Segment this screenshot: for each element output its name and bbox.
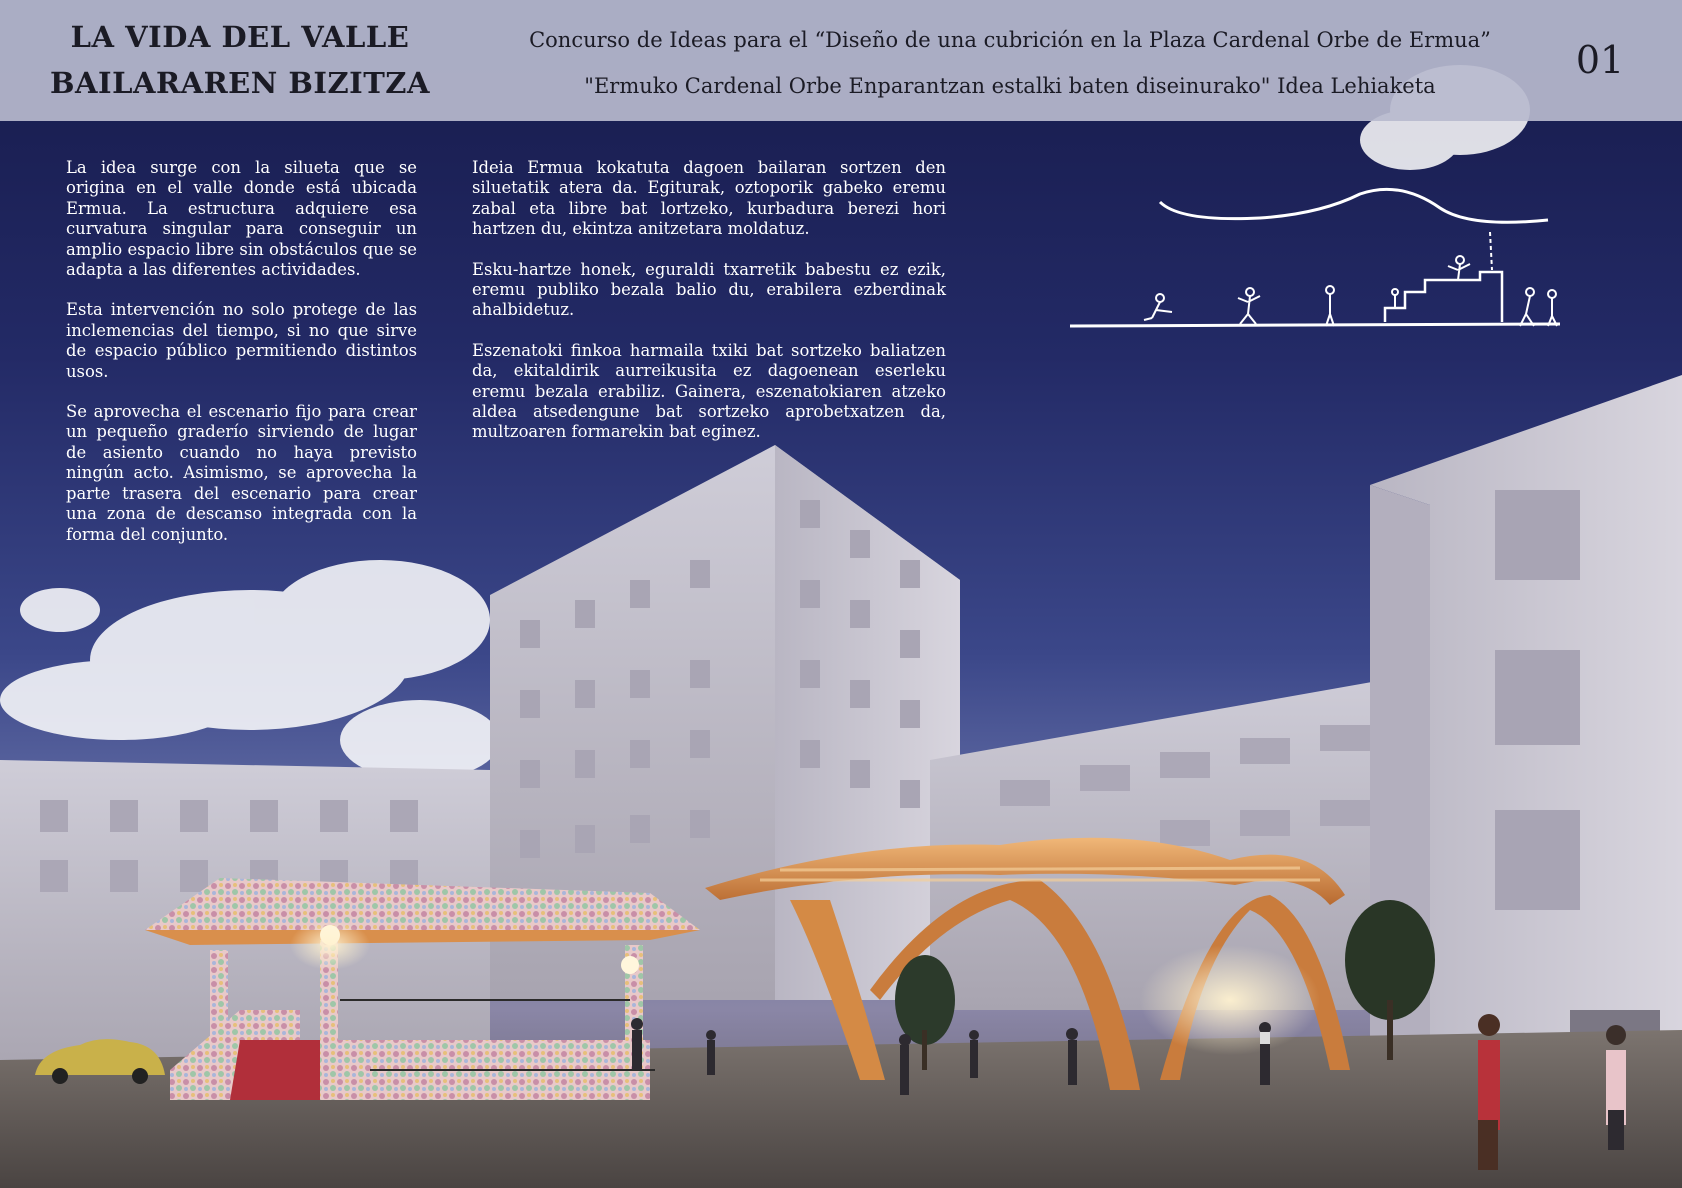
right-building — [1370, 375, 1682, 1130]
paragraph-es-1: La idea surge con la silueta que se origina en el valle donde está ubicada Ermua. La estructura adquiere esa curvatura singular para conseguir un amplio espacio libre sin obstáculos que se adapta a las diferentes actividades. — [66, 158, 417, 280]
valley-silhouette-sketch — [1060, 180, 1580, 340]
title-spanish: LA VIDA DEL VALLE — [70, 20, 410, 54]
subtitle-basque: "Ermuko Cardenal Orbe Enparantzan estalki baten diseinurako" Idea Lehiaketa — [584, 74, 1436, 98]
spanish-text-column — [66, 158, 417, 565]
subtitle-spanish: Concurso de Ideas para el “Diseño de una cubrición en la Plaza Cardenal Orbe de Ermua” — [529, 28, 1491, 52]
page-number: 01 — [1575, 38, 1625, 82]
paragraph-eu-1: Ideia Ermua kokatuta dagoen bailaran sortzen den siluetatik atera da. Egiturak, oztoporik gabeko eremu zabal eta libre bat lortzeko, kurbadura berezi hori hartzen du, ekintza anitzetara moldatuz. — [472, 158, 946, 239]
paragraph-eu-3: Eszenatoki finkoa harmaila txiki bat sortzeko baliatzen da, ekitaldirik aurreikusita ez dagoenean eserleku eremu bezala erabiliz. Gainera, eszenatokiaren atzeko aldea atsedengune bat sortzeko aprobetxatzen da, multzoaren formarekin bat eginez. — [472, 340, 946, 442]
basque-text-column — [472, 158, 946, 463]
paragraph-es-2: Esta intervención no solo protege de las inclemencias del tiempo, si no que sirve de espacio público permitiendo distintos usos. — [66, 300, 417, 381]
paragraph-eu-2: Esku-hartze honek, eguraldi txarretik babestu ez ezik, eremu publiko bezala balio du, erabilera ezberdinak ahalbidetuz. — [472, 259, 946, 320]
paragraph-es-3: Se aprovecha el escenario fijo para crear un pequeño graderío sirviendo de lugar de asiento cuando no haya previsto ningún acto. Asimismo, se aprovecha la parte trasera del escenario para crear una zona de descanso integrada con la forma del conjunto. — [66, 402, 417, 544]
header-band — [0, 0, 1682, 121]
title-basque: BAILARAREN BIZITZA — [50, 66, 430, 100]
